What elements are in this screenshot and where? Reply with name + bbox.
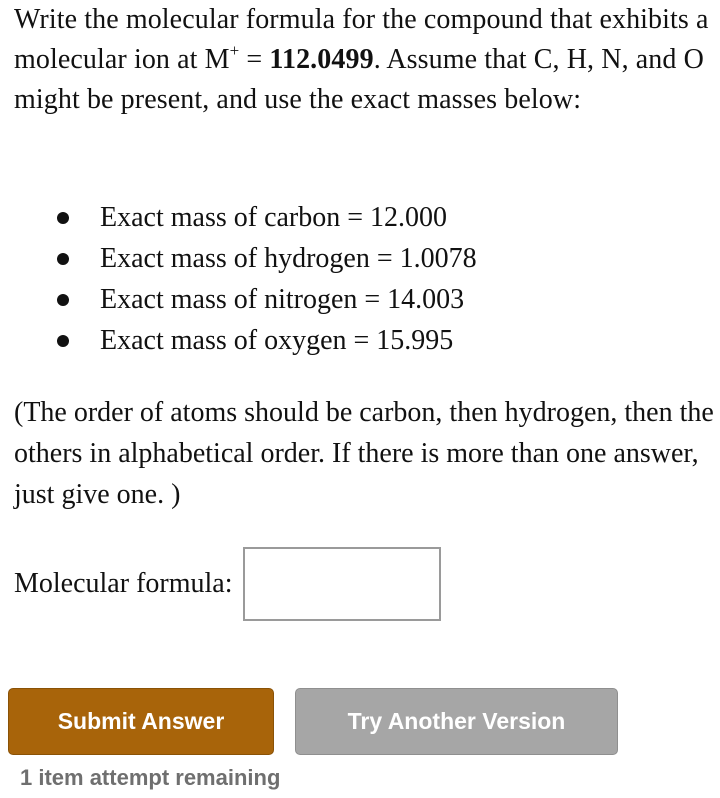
bullet-icon (57, 253, 69, 265)
equals-sign: = (239, 44, 270, 75)
submit-answer-button[interactable]: Submit Answer (8, 688, 274, 755)
mass-hydrogen: Exact mass of hydrogen = 1.0078 (100, 243, 477, 274)
list-item (56, 197, 477, 238)
ordering-note: (The order of atoms should be carbon, then hydrogen, then the others in alphabetical order. If there is more than one answer, just give one. ) (14, 397, 714, 510)
molecular-ion-mass: 112.0499 (269, 44, 374, 75)
formula-row (14, 545, 441, 623)
attempts-remaining-text: 1 item attempt remaining (20, 765, 281, 790)
molecular-formula-input[interactable] (243, 547, 441, 621)
try-another-version-button[interactable]: Try Another Version (295, 688, 618, 755)
mass-nitrogen: Exact mass of nitrogen = 14.003 (100, 284, 465, 315)
ion-charge-superscript: + (229, 40, 240, 60)
mass-oxygen: Exact mass of oxygen = 15.995 (100, 325, 454, 356)
question-prefix: Write the molecular formula for the compound that exhibits a molecular ion at M (14, 4, 709, 75)
question-text (14, 0, 714, 120)
question-paragraph (14, 0, 714, 120)
mass-carbon: Exact mass of carbon = 12.000 (100, 202, 448, 233)
bullet-icon (57, 212, 69, 224)
bullet-icon (57, 335, 69, 347)
list-item (56, 238, 477, 279)
list-item (56, 320, 477, 361)
formula-label: Molecular formula: (14, 568, 233, 599)
list-item (56, 279, 477, 320)
question-suffix: . Assume that C, H, N, and O might be present, and use the exact masses below: (14, 44, 704, 115)
exact-mass-list (56, 197, 477, 361)
bullet-icon (57, 294, 69, 306)
